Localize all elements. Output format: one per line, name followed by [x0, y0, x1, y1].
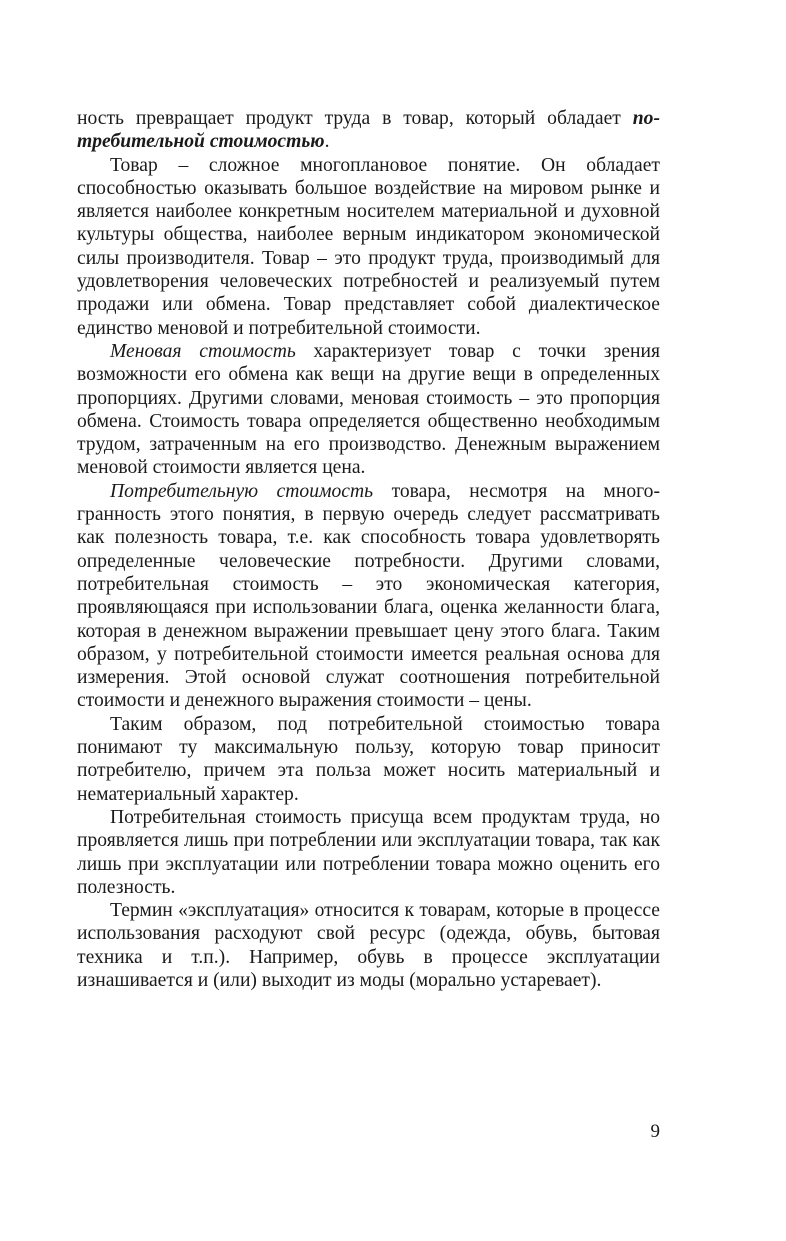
- paragraph-1-text: ность превращает продукт труда в товар, который обладает: [77, 108, 633, 129]
- paragraph-3-term: Меновая стоимость: [110, 340, 296, 362]
- paragraph-1-tail: .: [324, 131, 330, 153]
- paragraph-2-text: Товар – сложное многоплановое понятие. Он обладает способностью оказывать большое воздействие на мировом рынке и является наиболее конкретным носителем материальной и духовной культуры общества, наиболее верным индикатором экономической силы производителя. Товар – это продукт труда, производимый для удовлетворения человеческих потребностей и реализуемый путем продажи или обмена. Товар представляет собой диалектическое единство меновой и потребительной стоимости.: [77, 154, 660, 339]
- paragraph-4: [77, 480, 660, 713]
- paragraph-7: [77, 899, 660, 992]
- paragraph-6-text: Потребительная стоимость присуща всем продуктам труда, но проявляется лишь при потреблении или эксплуатации товара, так как лишь при эксплуатации или потреблении товара можно оценить его полезность.: [77, 806, 660, 898]
- paragraph-7-text: Термин «эксплуатация» относится к товарам, которые в процессе использования расходуют свой ресурс (одежда, обувь, бытовая техника и т.п.). Например, обувь в процессе эксплуатации изнашивается и (или) выходит из моды (морально устаревает).: [77, 900, 660, 991]
- paragraph-5-text: Таким образом, под потребительной стоимостью товара понимают ту максимальную пользу, которую товар приносит потребителю, причем эта польза может носить материальный и нематериальный характер.: [77, 713, 660, 805]
- paragraph-1: [77, 107, 660, 154]
- paragraph-5: [77, 713, 660, 806]
- paragraph-3: [77, 340, 660, 480]
- paragraph-3-text: характеризует товар с точки зрения возможности его обмена как вещи на другие вещи в определенных пропорциях. Другими словами, меновая стоимость – это пропорция обмена. Стоимость товара определяется общественно необходимым трудом, затраченным на его производство. Денежным выражением меновой стоимости является цена.: [77, 340, 660, 479]
- paragraph-4-term: Потребительную стоимость: [110, 480, 374, 502]
- page-body: [77, 107, 660, 992]
- paragraph-6: [77, 806, 660, 899]
- page-number: 9: [650, 1121, 660, 1142]
- paragraph-4-text: товара, несмотря на многогранность этого понятия, в первую очередь следует рассматривать как полезность товара, т.е. как способность товара удовлетворять определенные человеческие потребности. Другими словами, потребительная стоимость – это экономическая категория, проявляющаяся при использовании блага, оценка желанности блага, которая в денежном выражении превышает цену этого блага. Таким образом, у потребительной стоимости имеется реальная основа для измерения. Этой основой служат соотношения потребительной стоимости и денежного выражения стоимости – цены.: [77, 480, 660, 712]
- paragraph-1-emphasis: потребительной стоимостью: [77, 108, 660, 153]
- paragraph-2: [77, 154, 660, 340]
